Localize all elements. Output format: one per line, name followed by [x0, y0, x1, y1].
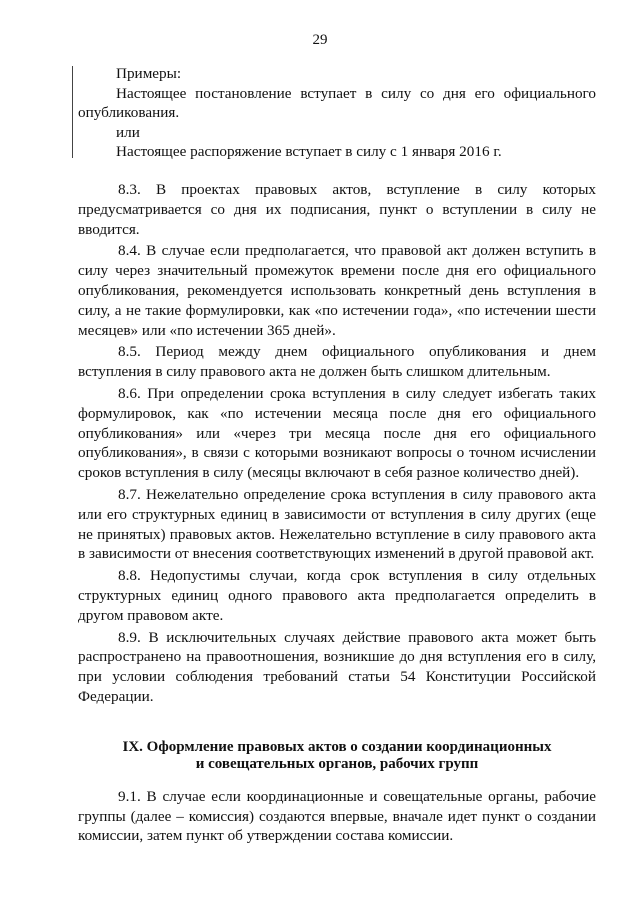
section-title-line-2: и совещательных органов, рабочих групп: [195, 755, 479, 772]
page-number: 29: [312, 32, 328, 48]
example-1-line-1: Настоящее постановление вступает в силу со дня его официального: [116, 84, 596, 102]
section-title-line-1: IX. Оформление правовых актов о создании координационных: [122, 738, 552, 755]
example-1-line-2: опубликования.: [78, 104, 180, 121]
examples-or: или: [116, 123, 140, 141]
example-2: Настоящее распоряжение вступает в силу с 1 января 2016 г.: [116, 143, 502, 160]
paragraph-8-9: 8.9. В исключительных случаях действие правового акта может быть распространено на правоотношения, возникшие до дня вступления его в силу, при условии соблюдения требований статьи 54 Конституции Российской Федерации.: [78, 628, 596, 705]
main-text: [78, 180, 596, 848]
examples-heading: Примеры:: [116, 65, 182, 82]
paragraph-8-6: 8.6. При определении срока вступления в силу следует избегать таких формулировок, как «по истечении месяца после дня его официального опубликования» или «через три месяца после дня его официального опубликования», в связи с которыми возникают вопросы о точном исчислении сроков вступления в силу (месяцы включают в себя разное количество дней).: [78, 384, 596, 482]
section-title: [78, 739, 596, 773]
paragraph-8-4: 8.4. В случае если предполагается, что правовой акт должен вступить в силу через значительный промежуток времени после дня его официального опубликования, рекомендуется использовать конкретный день вступления в силу, а не такие формулировки, как «по истечении года», «по истечении шести месяцев» или «по истечении 365 дней».: [78, 242, 596, 339]
paragraph-8-3: 8.3. В проектах правовых актов, вступление в силу которых предусматривается со дня их подписания, пункт о вступлении в силу не вводится.: [78, 181, 596, 238]
examples-block: [78, 64, 596, 162]
paragraph-8-7: 8.7. Нежелательно определение срока вступления в силу правового акта или его структурных единиц в зависимости от вступления в силу других (еще не принятых) правовых актов. Нежелательно вступление в силу правового акта в зависимости от внесения соответствующих изменений в другой правовой акт.: [78, 485, 596, 563]
paragraph-8-5: 8.5. Период между днем официального опубликования и днем вступления в силу правового акта не должен быть слишком длительным.: [78, 343, 596, 381]
paragraph-8-8: 8.8. Недопустимы случаи, когда срок вступления в силу отдельных структурных единиц одного правового акта предполагается определить в другом правовом акте.: [78, 567, 596, 624]
paragraph-9-1: 9.1. В случае если координационные и совещательные органы, рабочие группы (далее – комиссия) создаются впервые, вначале идет пункт о создании комиссии, затем пункт об утверждении состава комиссии.: [78, 787, 596, 845]
margin-bar: [72, 66, 73, 158]
